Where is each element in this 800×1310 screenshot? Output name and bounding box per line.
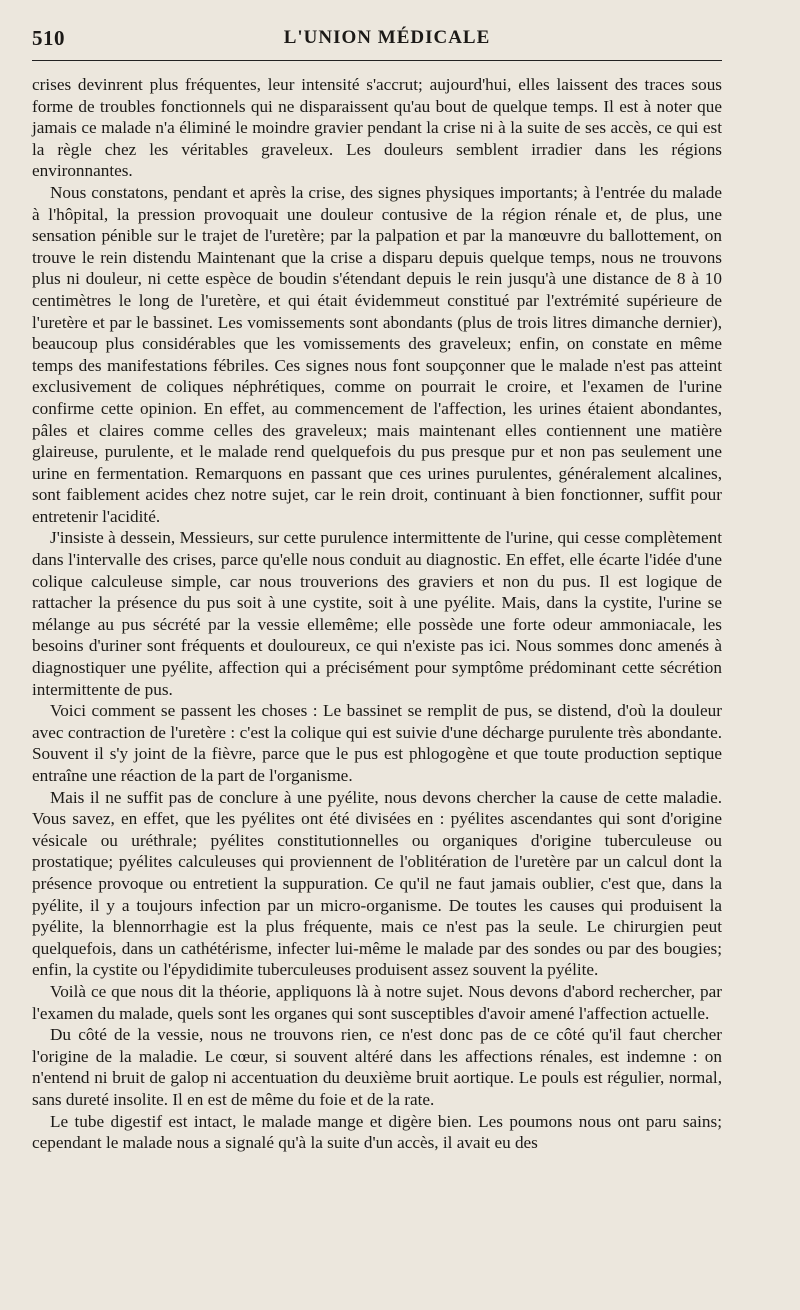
paragraph: Voici comment se passent les choses : Le bassinet se remplit de pus, se distend, d'où la douleur avec contraction de l'uretère : c'est la colique qui est suivie d'une décharge purulente très abondante. Souvent il s'y joint de la fièvre, parce que le pus est phlogogène et que toute production septique entraîne une réaction de la part de l'organisme. <box>32 701 722 785</box>
paragraph: Mais il ne suffit pas de conclure à une pyélite, nous devons chercher la cause de cette maladie. Vous savez, en effet, que les pyélites ont été divisées en : pyélites ascendantes qui sont d'origine vésicale ou uréthrale; pyélites constitutionnelles ou organiques d'origine tuberculeuse ou prostatique; pyélites calculeuses qui proviennent de l'oblitération de l'uretère par un calcul dont la présence provoque ou entretient la suppuration. Ce qu'il ne faut jamais oublier, c'est que, dans la pyélite, il y a toujours infection par un micro-organisme. De toutes les causes qui produisent la pyélite, la blennorrhagie est la plus fréquente, mais ce n'est pas la seule. Le chirurgien peut quelquefois, dans un cathétérisme, infecter lui-même le malade par des sondes ou par des bougies; enfin, la cystite ou l'épydidimite tuberculeuses produisent assez souvent la pyélite. <box>32 787 722 980</box>
paragraph: J'insiste à dessein, Messieurs, sur cette purulence intermittente de l'urine, qui cesse complètement dans l'intervalle des crises, parce qu'elle nous conduit au diagnostic. En effet, elle écarte l'idée d'une colique calculeuse simple, car nous trouverions des graviers et non du pus. Il est logique de rattacher la présence du pus soit à une cystite, soit à une pyélite. Mais, dans la cystite, l'urine se mélange au pus sécrété par la vessie ellemême; elle possède une forte odeur ammoniacale, les besoins d'uriner sont fréquents et douloureux, ce qui n'existe pas ici. Nous sommes donc amenés à diagnostiquer une pyélite, affection qui a précisément pour symptôme prédominant cette sécrétion intermittente de pus. <box>32 528 722 699</box>
running-title: L'UNION MÉDICALE <box>283 27 491 48</box>
article-body <box>32 74 722 1154</box>
page-number: 510 <box>32 26 65 50</box>
paragraph: Du côté de la vessie, nous ne trouvons rien, ce n'est donc pas de ce côté qu'il faut chercher l'origine de la maladie. Le cœur, si souvent altéré dans les affections rénales, est indemne : on n'entend ni bruit de galop ni accentuation du deuxième bruit aortique. Le pouls est régulier, normal, sans dureté insolite. Il en est de même du foie et de la rate. <box>32 1025 722 1109</box>
page-header <box>32 26 722 52</box>
paragraph: Le tube digestif est intact, le malade mange et digère bien. Les poumons nous ont paru sains; cependant le malade nous a signalé qu'à la suite d'un accès, il avait eu des <box>32 1111 722 1153</box>
header-rule <box>32 60 722 61</box>
paragraph: Voilà ce que nous dit la théorie, appliquons là à notre sujet. Nous devons d'abord rechercher, par l'examen du malade, quels sont les organes qui sont susceptibles d'avoir amené l'affection actuelle. <box>32 981 722 1023</box>
paragraph: crises devinrent plus fréquentes, leur intensité s'accrut; aujourd'hui, elles laissent des traces sous forme de troubles fonctionnels qui ne disparaissent qu'au bout de quelque temps. Il est à noter que jamais ce malade n'a éliminé le moindre gravier pendant la crise ni à la suite de ses accès, ce qui est la règle chez les véritables graveleux. Les douleurs semblent irradier dans les régions environnantes. <box>32 75 722 181</box>
paragraph: Nous constatons, pendant et après la crise, des signes physiques importants; à l'entrée du malade à l'hôpital, la pression provoquait une douleur contusive de la région rénale et, de plus, une sensation pénible sur le trajet de l'uretère; par la palpation et par la manœuvre du ballottement, on trouve le rein distendu Maintenant que la crise a disparu depuis quelque temps, nous ne trouvons plus ni douleur, ni cette espèce de boudin s'étendant depuis le rein jusqu'à une distance de 8 à 10 centimètres le long de l'uretère, et qui était évidemmeut constitué par l'extrémité supérieure de l'uretère et par le bassinet. Les vomissements sont abondants (plus de trois litres dimanche dernier), beaucoup plus considérables que les vomissements des graveleux; enfin, on constate en même temps des manifestations fébriles. Ces signes nous font soupçonner que le malade n'est pas atteint exclusivement de coliques néphrétiques, comme on pourrait le croire, et l'examen de l'urine confirme cette opinion. En effet, au commencement de l'affection, les urines étaient abondantes, pâles et claires comme celles des graveleux; mais maintenant elles contiennent une matière glaireuse, purulente, et le malade rend quelquefois du pus presque pur et non pas seulement une urine en fermentation. Remarquons en passant que ces urines purulentes, généralement alcalines, sont faiblement acides chez notre sujet, car le rein droit, continuant à bien fonctionner, suffit pour entretenir l'acidité. <box>32 182 722 526</box>
